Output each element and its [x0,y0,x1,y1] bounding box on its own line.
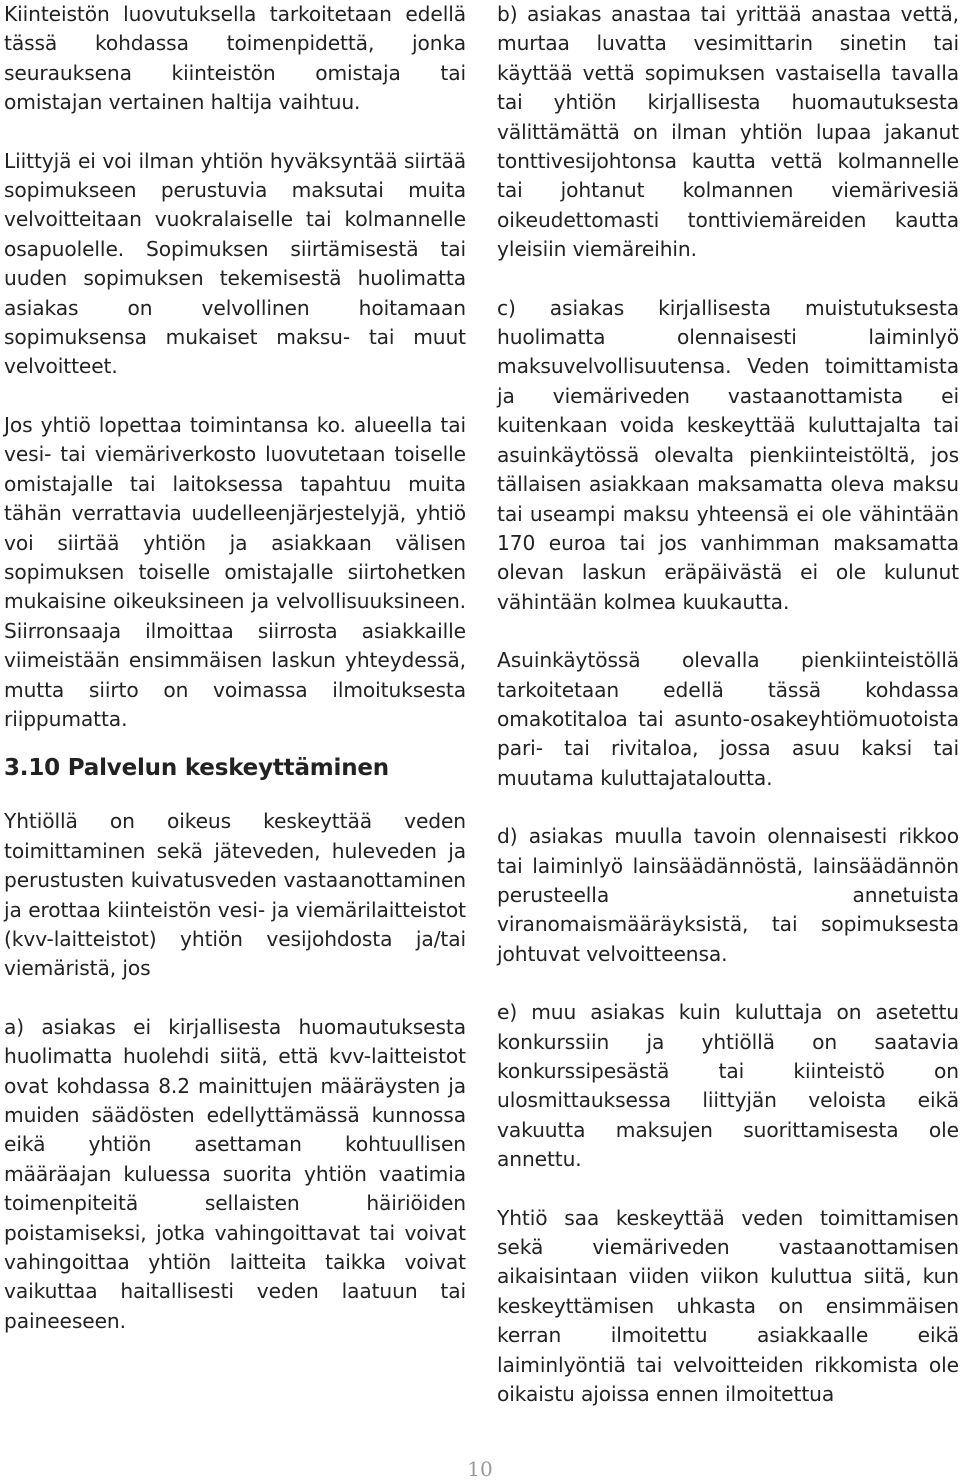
paragraph-item-a: a) asiakas ei kirjallisesta huomautuksesta huolimatta huolehdi siitä, että kvv-laitteistot ovat kohdassa 8.2 mainittujen määräysten ja muiden säädösten edellyttämässä kunnossa eikä yhtiön asettaman kohtuullisen määräajan kuluessa suorita yhtiön vaatimia toimenpiteitä sellaisten häiriöiden poistamiseksi, jotka vahingoittavat tai voivat vahingoittaa yhtiön laitteita taikka voivat vaikuttaa haitallisesti veden laatuun tai paineeseen. [4,1014,466,1333]
paragraph-item-e: e) muu asiakas kuin kuluttaja on asetettu konkurssiin ja yhtiöllä on saatavia konkurssipesästä tai kiinteistö on ulosmittauksessa liittyjän veloista eikä vakuutta maksujen suorittamisesta ole annettu. [497,1000,959,1172]
left-column [4,0,466,1365]
paragraph-suspension-notice: Yhtiö saa keskeyttää veden toimittamisen sekä viemäriveden vastaanottamisen aikaisintaan viiden viikon kuluttua siitä, kun keskeyttämisen uhkasta on ensimmäisen kerran ilmoitettu asiakkaalle eikä laiminlyöntiä tai velvoitteiden rikkomista ole oikaistu ajoissa ennen ilmoitettua [497,1205,959,1407]
paragraph-suspension-right: Yhtiöllä on oikeus keskeyttää veden toimittaminen sekä jäteveden, huleveden ja perustusten kuivatusveden vastaanottaminen ja erottaa kiinteistön vesi- ja viemärilaitteistot (kvv-laitteistot) yhtiön vesijohdosta ja/tai viemäristä, jos [4,809,466,981]
paragraph-property-transfer: Kiinteistön luovutuksella tarkoitetaan edellä tässä kohdassa toimenpidettä, jonka seurauksena kiinteistön omistaja tai omistajan vertainen haltija vaihtuu. [4,2,466,115]
paragraph-item-d: d) asiakas muulla tavoin olennaisesti rikkoo tai laiminlyö lainsäädännöstä, lainsäädännön perusteella annetuista viranomaismääräyksistä, tai sopimuksesta johtuvat velvoitteensa. [497,824,959,966]
paragraph-company-transfer: Jos yhtiö lopettaa toimintansa ko. alueella tai vesi- tai viemäriverkosto luovutetaan toiselle omistajalle tai laitoksessa tapahtuu muita tähän verrattavia uudelleenjärjestelyjä, yhtiö voi siirtää yhtiön ja asiakkaan välisen sopimuksen toiselle omistajalle siirtohetken mukaisine oikeuksineen ja velvollisuuksineen. Siirronsaaja ilmoittaa siirrosta asiakkaille viimeistään ensimmäisen laskun yhteydessä, mutta siirto on voimassa ilmoituksesta riippumatta. [4,412,466,731]
paragraph-small-property-definition: Asuinkäytössä olevalla pienkiinteistöllä tarkoitetaan edellä tässä kohdassa omakotitaloa tai asunto-osakeyhtiömuotoista pari- tai rivitaloa, jossa asuu kaksi tai muutama kuluttajataloutta. [497,648,959,790]
paragraph-item-c: c) asiakas kirjallisesta muistutuksesta huolimatta olennaisesti laiminlyö maksuvelvollisuutensa. Veden toimittamista ja viemäriveden vastaanottamista ei kuitenkaan voida keskeyttää kuluttajalta tai asuinkäytössä olevalta pienkiinteistöltä, jos tällaisen asiakkaan maksamatta oleva maksu tai useampi maksu yhteensä ei ole vähintään 170 euroa tai jos vanhimman maksamatta olevan laskun eräpäivästä ei ole kulunut vähintään kolmea kuukautta. [497,295,959,614]
page-number: 10 [467,1457,493,1481]
right-column [497,0,959,1438]
paragraph-contract-transfer: Liittyjä ei voi ilman yhtiön hyväksyntää siirtää sopimukseen perustuvia maksutai muita velvoitteitaan vuokralaiselle tai kolmannelle osapuolelle. Sopimuksen siirtämisestä tai uuden sopimuksen tekemisestä huolimatta asiakas on velvollinen hoitamaan sopimuksensa mukaiset maksu- tai muut velvoitteet. [4,148,466,379]
section-heading: 3.10 Palvelun keskeyttäminen [4,755,389,782]
paragraph-item-b: b) asiakas anastaa tai yrittää anastaa vettä, murtaa luvatta vesimittarin sinetin tai käyttää vettä sopimuksen vastaisella tavalla tai yhtiön kirjallisesta huomautuksesta välittämättä on ilman yhtiön lupaa jakanut tonttivesijohtonsa kautta vettä kolmannelle tai johtanut kolmannen viemärivesiä oikeudettomasti tonttiviemäreiden kautta yleisiin viemäreihin. [497,2,959,262]
